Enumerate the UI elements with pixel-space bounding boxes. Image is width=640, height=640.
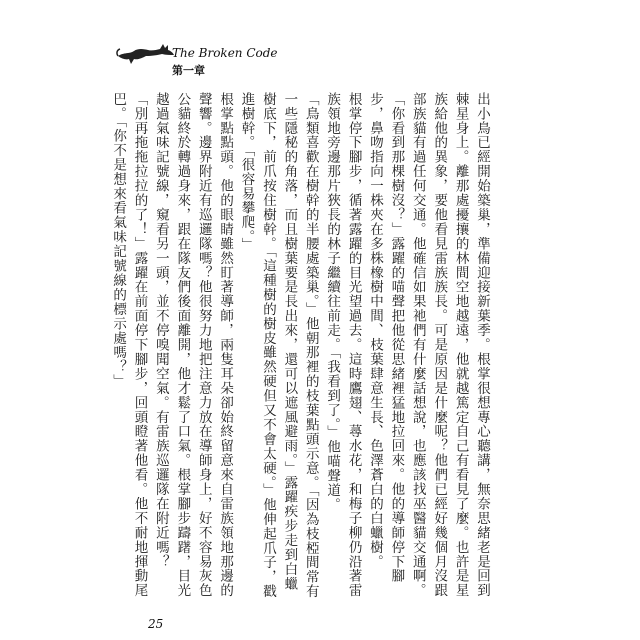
paragraph: 「鳥類喜歡在樹幹的半腰處築巢。」他朝那裡的枝葉點頭示意。「因為枝椏間常有一些隱秘的角落，而且樹葉要是長出來，還可以遮風避雨。」露躍疾步走到白蠟樹底下，前爪按住樹幹。「這種樹的樹皮雖然硬但又不會太硬。」他伸起爪子，戳進樹幹。「很容易攀爬。」 — [238, 92, 319, 599]
paragraph: 根掌點點頭。他的眼睛雖然盯著導師，兩隻耳朵卻始終留意來自雷族領地那邊的聲響。邊界附近有巡邏隊嗎？他很努力地把注意力放在導師身上，好不容易灰色公貓終於轉過身來，跟在隊友們後面離開，他才鬆了口氣。根掌腳步躊躇，目光越過氣味記號線，窺看另一頭，並不停嗅聞空氣。有雷族巡邏隊在附近嗎？ — [152, 92, 234, 598]
cat-silhouette-icon — [116, 38, 176, 68]
chapter-label: 第一章 — [172, 64, 205, 77]
book-title: The Broken Code — [172, 46, 278, 60]
page-number: 25 — [148, 617, 164, 631]
paragraph: 「你看到那棵樹沒？」露躍的喵聲把他從思緒裡猛地拉回來。他的導師停下腳步，鼻吻指向一株夾在多株橡樹中間、枝葉肆意生長、色澤蒼白的白蠟樹。 — [366, 92, 405, 584]
paragraph: 根掌停下腳步，循著露躍的目光望過去。這時鷹翅、蕁水花，和梅子柳仍沿著雷族領地旁邊那片狹長的林子繼續往前走。「我看到了。」他喵聲道。 — [324, 92, 362, 598]
running-header — [116, 38, 278, 78]
body-text — [110, 92, 492, 600]
paragraph: 出小鳥已經開始築巢，準備迎接新葉季。根掌很想專心聽講，無奈思緒老是回到棘星身上。離那處擾攘的林間空地越遠，他就越篤定自己有看見了麼。也許是星族給他的異象，要他看見雷族族長。可是原因是什麼呢？他們已經好幾個月沒跟部族貓有過任何交通。他確信如果祂們有什麼話想說，也應該找巫醫貓交通啊。 — [409, 92, 490, 598]
paragraph: 「別再拖拖拉拉的了！」露躍在前面停下腳步，回頭瞪著他看。他不耐地揮動尾巴。「你不是想來看氣味記號線的標示處嗎？」 — [110, 92, 148, 598]
